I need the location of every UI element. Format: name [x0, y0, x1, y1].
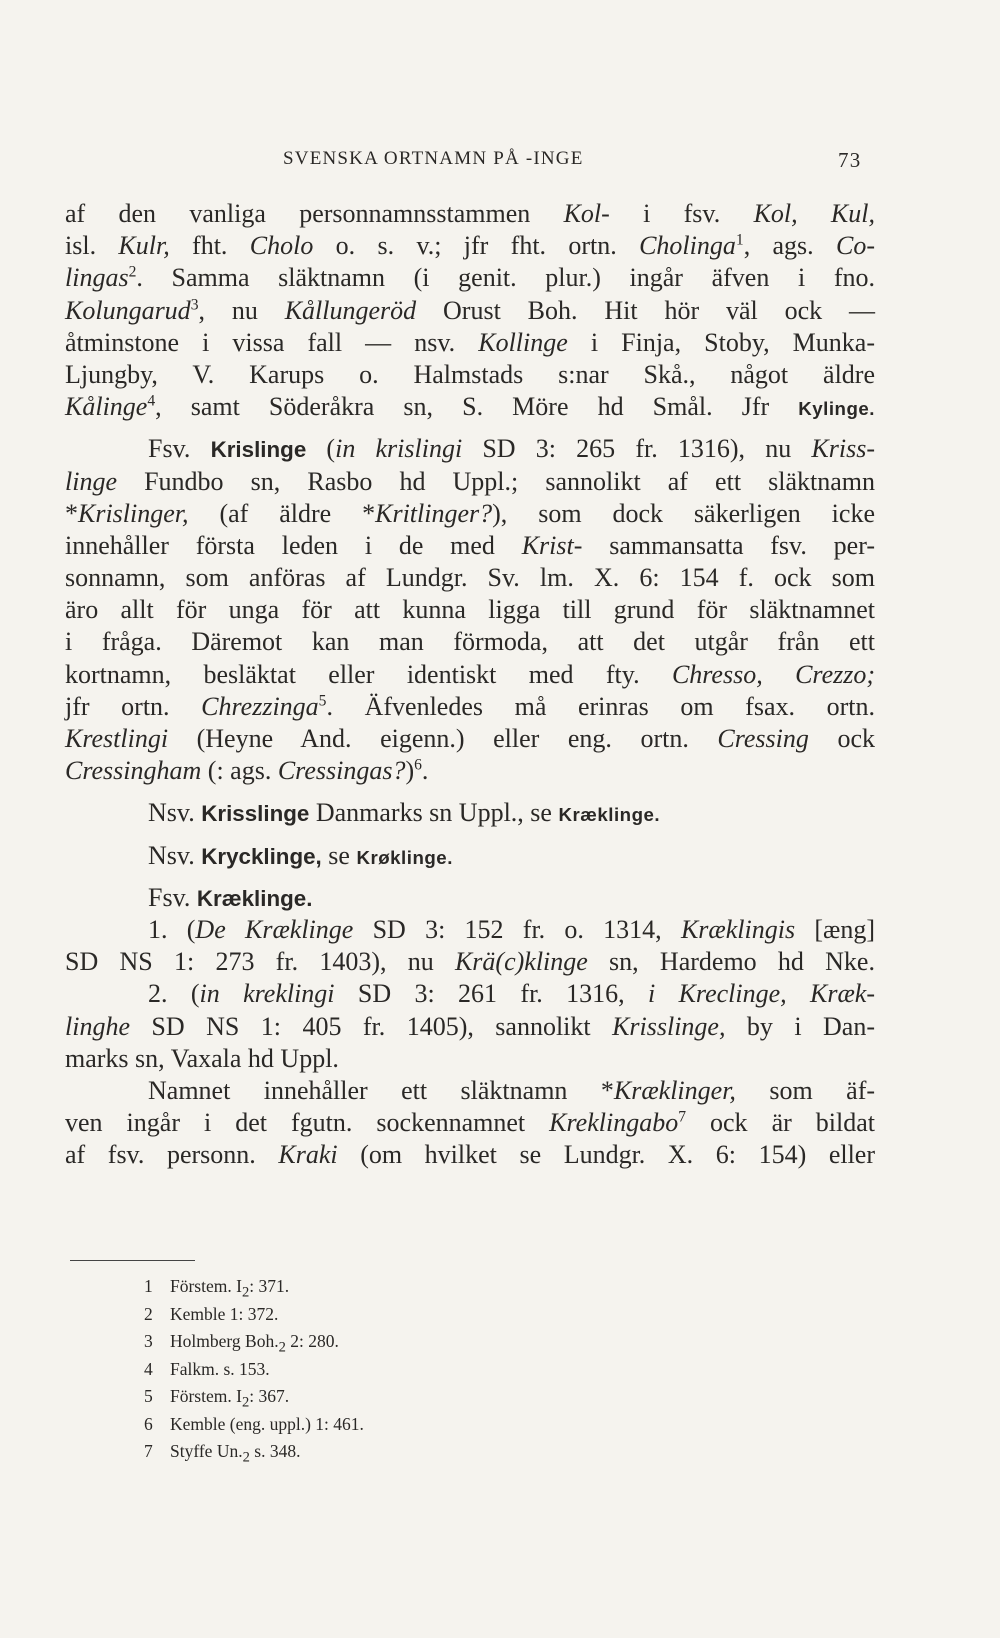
footnote-number: 6: [144, 1413, 153, 1434]
footnote-number: 5: [144, 1386, 153, 1406]
paragraph-gap: [65, 830, 875, 840]
page-number: 73: [838, 148, 862, 172]
footnote: [144, 1411, 364, 1439]
footnote: [144, 1328, 364, 1356]
footnote: [144, 1301, 364, 1329]
text-line: Cressingham (: ags. Cressingas?)$^6$.: [65, 756, 429, 786]
text-line: ven ingår i det fgutn. sockennamnet Kreklingabo$^7$ ock är bildat: [65, 1108, 876, 1138]
running-header: [0, 148, 1000, 178]
text-line: Krestlingi (Heyne And. eigenn.) eller eng. ortn. Cressing ock: [65, 724, 875, 753]
paragraph-gap: [65, 423, 875, 433]
footnote-number: 4: [144, 1358, 153, 1379]
footnote-number: 1: [144, 1276, 153, 1296]
footnote: [144, 1356, 364, 1384]
text-line: lingas$^2$. Samma släktnamn (i genit. plur.) ingår äfven i fno.: [65, 263, 875, 293]
text-line: i fråga. Däremot kan man förmoda, att det utgår från ett: [65, 627, 875, 657]
footnote-number: 2: [144, 1303, 153, 1324]
text-line: SD NS 1: 273 fr. 1403), nu Krä(c)klinge sn, Hardemo hd Nke.: [65, 947, 875, 977]
paragraph-gap: [65, 872, 875, 882]
footnote-text: Falkm. s. 153.: [170, 1358, 270, 1379]
footnote: [144, 1273, 364, 1301]
text-line: Fsv. Krislinge (in krislingi SD 3: 265 fr. 1316), nu Kriss-: [148, 434, 875, 464]
text-line: 2. (in kreklingi SD 3: 261 fr. 1316, i Kreclinge, Kræk-: [148, 979, 875, 1009]
footnote-text: Styffe $Un._2$ s. 348.: [170, 1441, 301, 1466]
footnote-separator: [70, 1260, 195, 1261]
text-line: jfr ortn. Chrezzinga$^5$. Äfvenledes må erinras om fsax. ortn.: [65, 691, 876, 721]
text-line: innehåller första leden i de med Krist- sammansatta fsv. per-: [65, 530, 875, 560]
footnote-text: Förstem. $I_2$: 371.: [170, 1276, 290, 1301]
text-line: kortnamn, besläktat eller identiskt med fty. Chresso, Crezzo;: [65, 659, 876, 689]
footnote-number: 7: [144, 1441, 153, 1461]
footnotes: [144, 1273, 364, 1466]
text-line: af fsv. personn. Kraki (om hvilket se Lundgr. X. 6: 154) eller: [65, 1140, 876, 1170]
text-line: äro allt för unga för att kunna ligga till grund för släktnamnet: [65, 595, 875, 625]
running-title: SVENSKA ORTNAMN PÅ -INGE: [283, 148, 584, 169]
text-line: af den vanliga personnamnsstammen Kol- i fsv. Kol, Kul,: [65, 199, 876, 228]
text-line: åtminstone i vissa fall — nsv. Kollinge i Finja, Stoby, Munka-: [65, 327, 875, 357]
text-line: *Krislinger, (af äldre *Kritlinger?), som dock säkerligen icke: [65, 498, 875, 528]
footnote: [144, 1383, 364, 1411]
paragraph-gap: [65, 787, 875, 797]
text-line: Kolungarud$^3$, nu Kållungeröd Orust Boh. Hit hör väl ock —: [65, 295, 876, 325]
text-line: Fsv. Kræklinge.: [148, 882, 313, 912]
text-line: linghe SD NS 1: 405 fr. 1405), sannolikt Krisslinge, by i Dan-: [65, 1011, 875, 1041]
text-line: sonnamn, som anföras af Lundgr. Sv. lm. X. 6: 154 f. ock som: [65, 563, 875, 593]
text-line: isl. Kulr, fht. Cholo o. s. v.; jfr fht. ortn. Cholinga$^1$, ags. Co-: [65, 231, 875, 261]
text-line: Namnet innehåller ett släktnamn *Kræklinger, som äf-: [148, 1075, 876, 1105]
text-line: Nsv. Krisslinge Danmarks sn Uppl., se Kræklinge.: [148, 798, 661, 828]
footnote-text: Förstem. $I_2$: 367.: [170, 1386, 290, 1411]
body-text: [65, 198, 875, 1171]
footnote-number: 3: [144, 1331, 153, 1351]
text-line: Nsv. Krycklinge, se Krøklinge.: [148, 840, 453, 870]
text-line: linge Fundbo sn, Rasbo hd Uppl.; sannolikt af ett släktnamn: [65, 466, 875, 496]
footnote-text: Kemble (eng. uppl.) 1: 461.: [170, 1413, 364, 1434]
text-line: Ljungby, V. Karups o. Halmstads s:nar Skå., något äldre: [65, 359, 875, 389]
text-line: Kålinge$^4$, samt Söderåkra sn, S. Möre hd Smål. Jfr Kylinge.: [65, 392, 875, 422]
text-line: 1. (De Kræklinge SD 3: 152 fr. o. 1314, Kræklingis [æng]: [148, 914, 875, 944]
footnote-text: Kemble 1: 372.: [170, 1303, 279, 1324]
text-line: marks sn, Vaxala hd Uppl.: [65, 1043, 339, 1073]
footnote-text: Holmberg $Boh._2$ 2: 280.: [170, 1331, 339, 1356]
footnote: [144, 1438, 364, 1466]
